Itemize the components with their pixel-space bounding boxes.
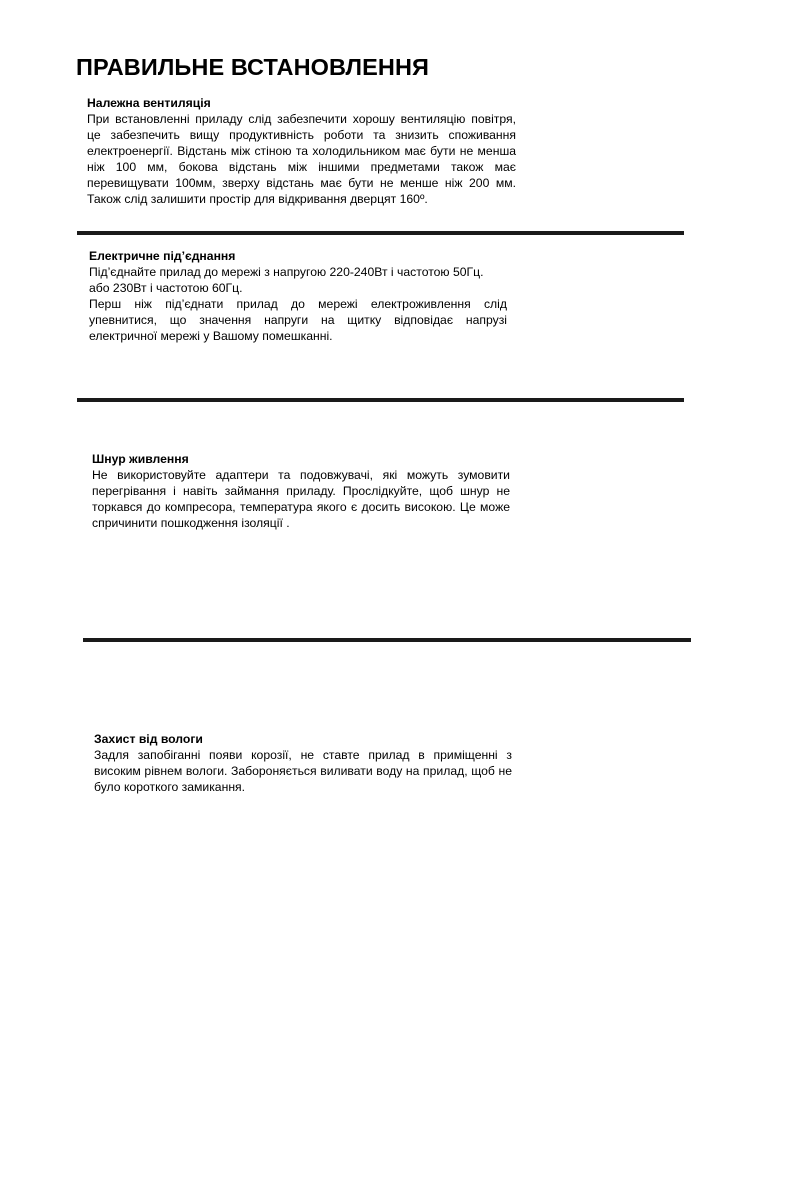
section-divider: [77, 231, 684, 235]
section-divider: [83, 638, 691, 642]
paragraph: Під’єднайте прилад до мережі з напругою 220-240Вт і частотою 50Гц. або 230Вт і частотою 60Гц.: [89, 265, 484, 295]
section-body-power-cord: [92, 467, 510, 531]
section-divider: [77, 398, 684, 402]
section-ventilation: [87, 95, 516, 207]
section-body-electrical-connection: [89, 264, 507, 344]
paragraph: Перш ніж під’єднати прилад до мережі електроживлення слід упевнитися, що значення напруги на щитку відповідає напрузі електричної мережі у Вашому помешканні.: [89, 297, 507, 343]
section-heading-electrical-connection: Електричне під’єднання: [89, 249, 236, 263]
paragraph: Задля запобіганні появи корозії, не ставте прилад в приміщенні з високим рівнем вологи. Забороняється виливати воду на прилад, щоб не було короткого замикання.: [94, 748, 512, 794]
page-title: ПРАВИЛЬНЕ ВСТАНОВЛЕННЯ: [76, 54, 430, 80]
section-body-ventilation: [87, 111, 516, 207]
section-moisture-protection: [94, 731, 512, 795]
section-electrical-connection: [89, 248, 507, 344]
section-heading-moisture-protection: Захист від вологи: [94, 732, 203, 746]
section-heading-power-cord: Шнур живлення: [92, 452, 189, 466]
paragraph: Не використовуйте адаптери та подовжувачі, які можуть зумовити перегрівання і навіть займання приладу. Прослідкуйте, щоб шнур не торкався до компресора, температура якого є досить високою. Це може спричинити пошкодження ізоляції .: [92, 468, 510, 530]
section-body-moisture-protection: [94, 747, 512, 795]
paragraph: При встановленні приладу слід забезпечити хорошу вентиляцію повітря, це забезпечить вищу продуктивність роботи та знизить споживання електроенергії. Відстань між стіною та холодильником має бути не менша ніж 100 мм, бокова відстань між іншими предметами також має перевищувати 100мм, зверху відстань має бути не менше ніж 200 мм. Також слід залишити простір для відкривання дверцят 160º.: [87, 112, 516, 206]
section-power-cord: [92, 451, 510, 531]
section-heading-ventilation: Належна вентиляція: [87, 96, 211, 110]
